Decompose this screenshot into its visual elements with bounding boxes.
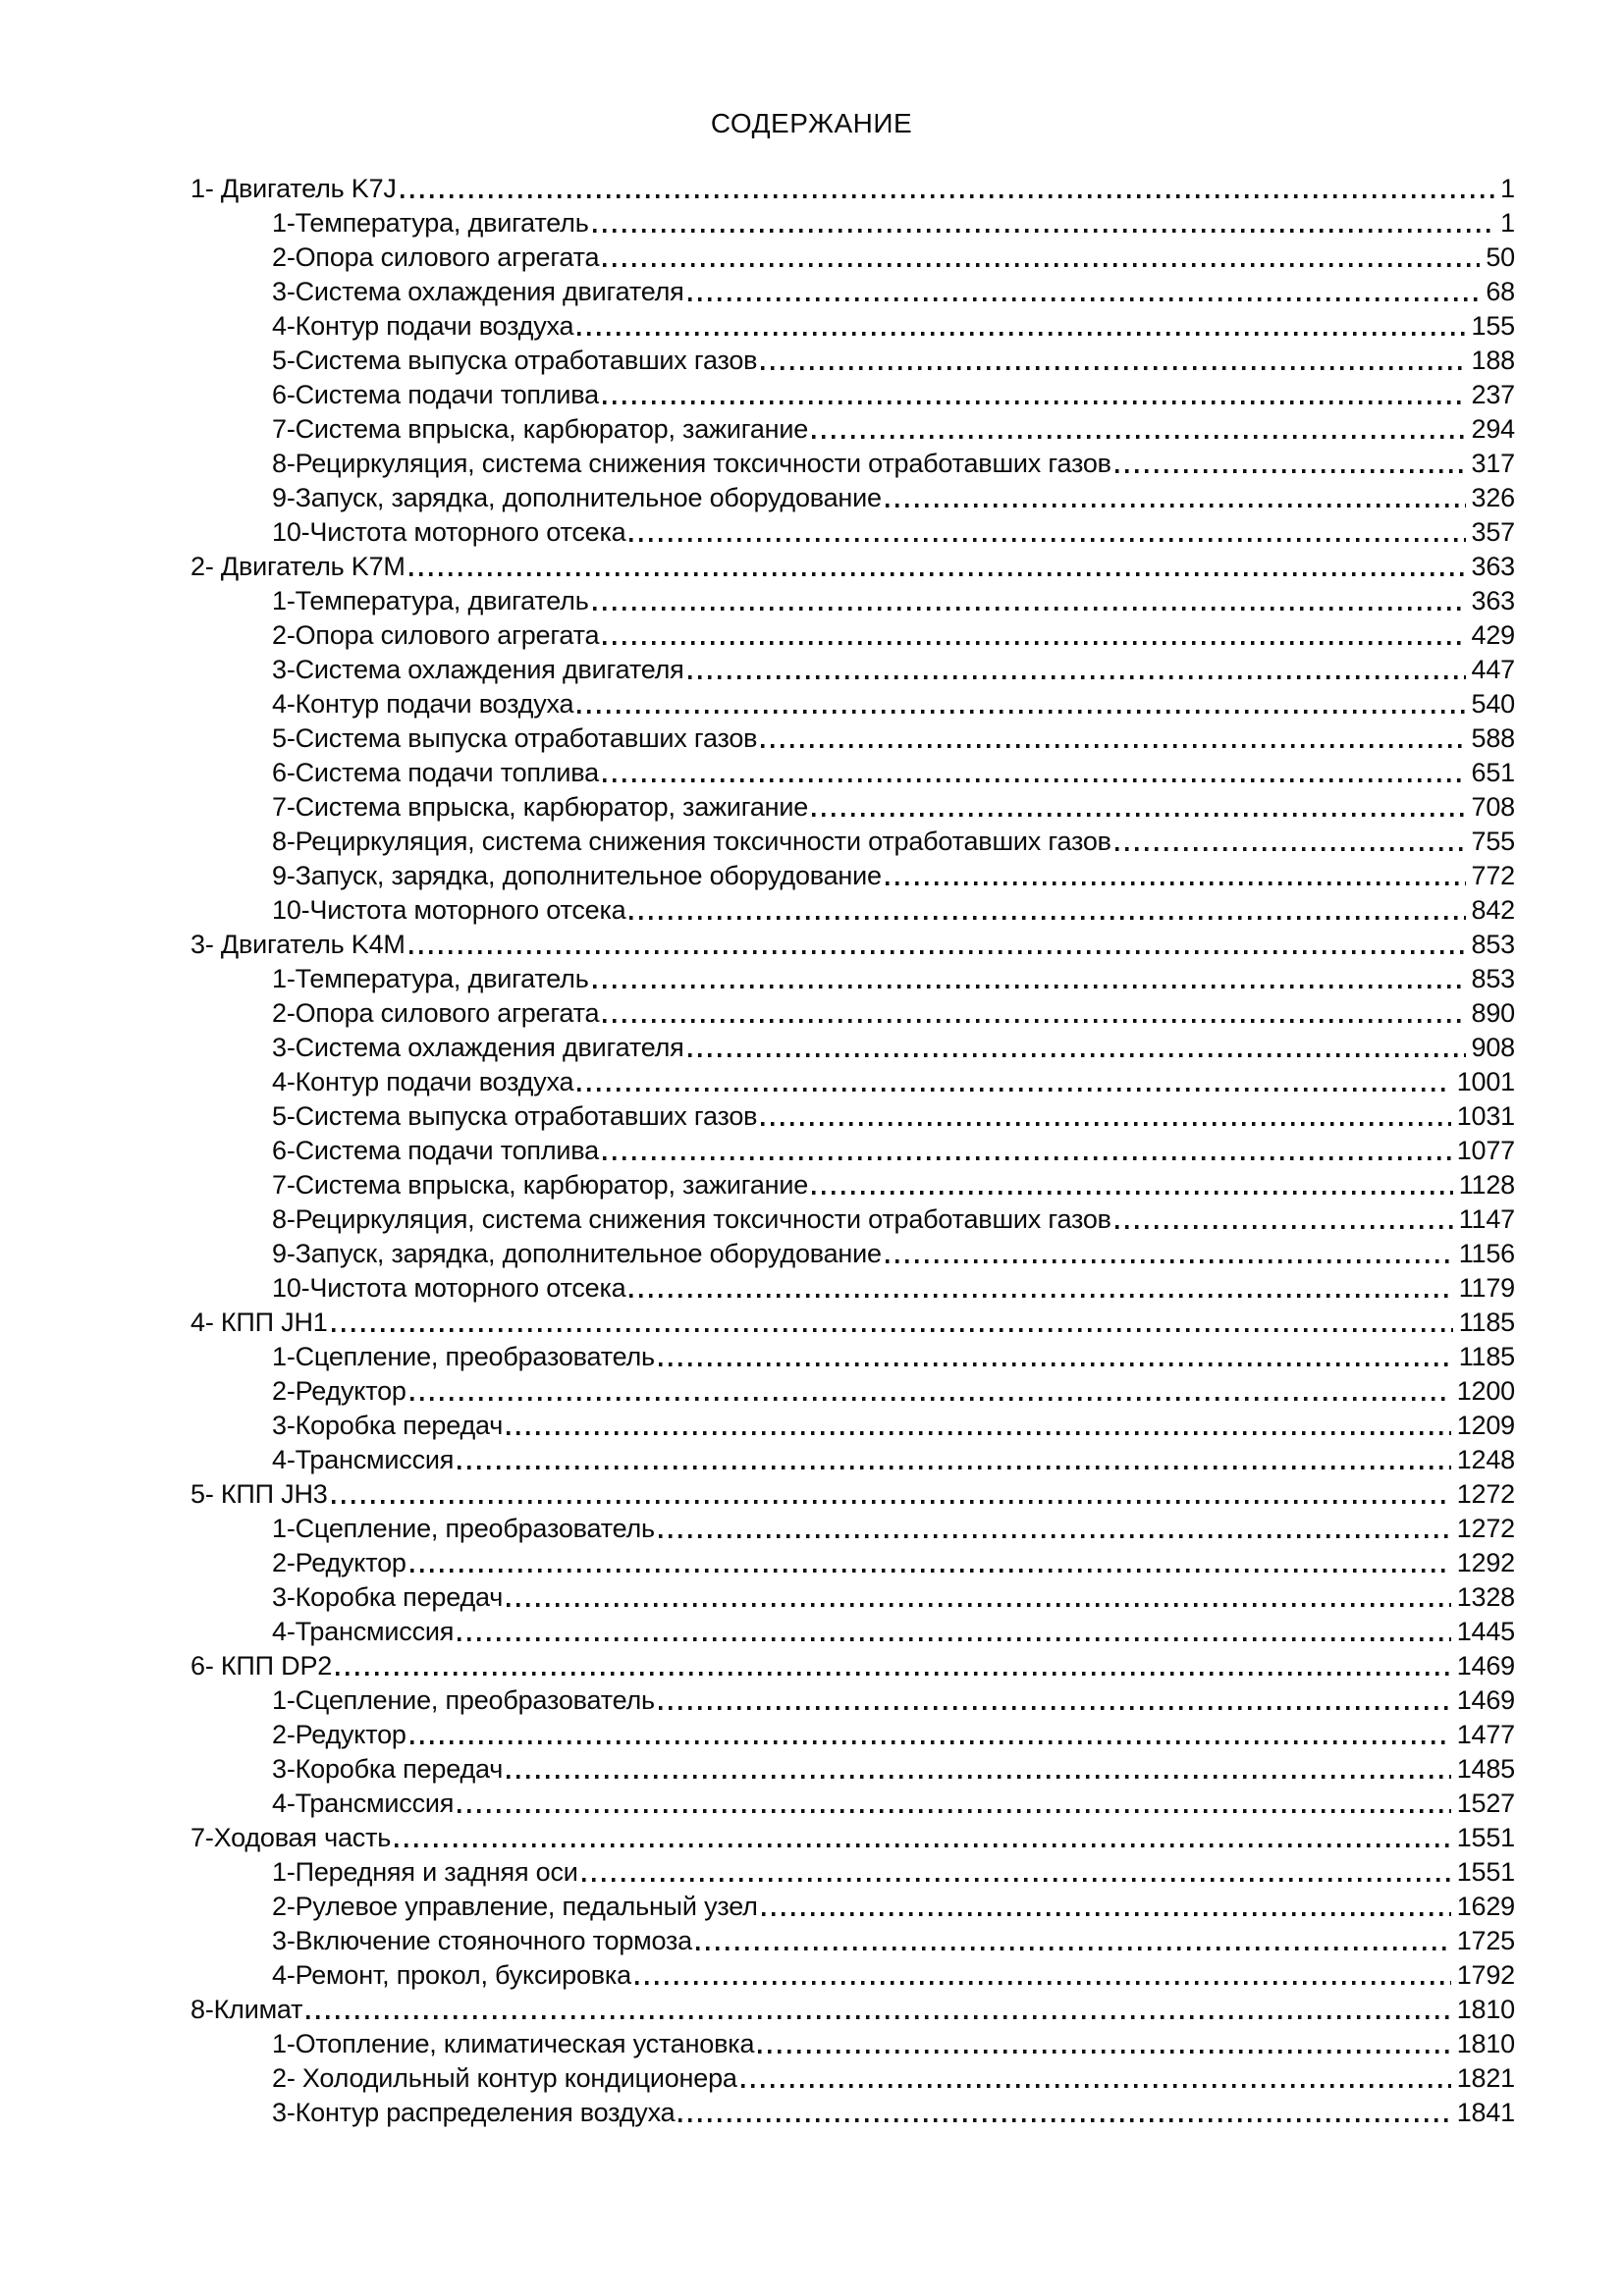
toc-entry-label: 2-Редуктор	[272, 1548, 406, 1577]
dot-leader	[603, 641, 1465, 645]
toc-item-row	[190, 1752, 1515, 1787]
page-number: 1551	[1456, 1857, 1515, 1887]
toc-entry-label: 1-Температура, двигатель	[272, 964, 589, 993]
toc-section-row	[190, 928, 1515, 962]
toc-item-row	[190, 1924, 1515, 1958]
toc-item-row	[190, 1202, 1515, 1237]
dot-leader	[410, 1569, 1451, 1573]
toc-item-row	[190, 2027, 1515, 2061]
page-number: 1328	[1456, 1582, 1515, 1612]
dot-leader	[761, 366, 1465, 370]
page-number: 1792	[1456, 1960, 1515, 1990]
dot-leader	[812, 435, 1465, 439]
page-number: 357	[1471, 517, 1515, 547]
page-number: 1248	[1456, 1445, 1515, 1474]
toc-item-row	[190, 893, 1515, 928]
toc-entry-label: 4-Ремонт, прокол, буксировка	[272, 1960, 631, 1990]
toc-item-row	[190, 825, 1515, 859]
dot-leader	[507, 1603, 1451, 1607]
dot-leader	[696, 1947, 1451, 1950]
toc-entry-label: 6-Система подачи топлива	[272, 1136, 599, 1165]
page-number: 708	[1471, 792, 1515, 822]
toc-entry-label: 2-Рулевое управление, педальный узел	[272, 1892, 758, 1921]
dot-leader	[886, 881, 1466, 885]
page-title: СОДЕРЖАНИЕ	[710, 108, 913, 138]
page-number: 1156	[1458, 1239, 1515, 1268]
dot-leader	[629, 1294, 1452, 1298]
toc-item-row	[190, 618, 1515, 653]
toc-item-row	[190, 721, 1515, 756]
dot-leader	[1115, 847, 1466, 851]
page-number: 363	[1471, 552, 1515, 581]
toc-entry-label: 2- Холодильный контур кондиционера	[272, 2063, 737, 2093]
toc-entry-label: 10-Чистота моторного отсека	[272, 517, 626, 547]
dot-leader	[688, 1053, 1466, 1057]
page-number: 1185	[1458, 1308, 1515, 1337]
toc-entry-label: 7-Ходовая часть	[190, 1823, 392, 1852]
dot-leader	[458, 1809, 1451, 1813]
page-number: 1527	[1456, 1789, 1515, 1818]
toc-item-row	[190, 996, 1515, 1031]
dot-leader	[577, 332, 1465, 336]
toc-item-row	[190, 687, 1515, 721]
toc-item-row	[190, 1134, 1515, 1168]
dot-leader	[582, 1878, 1451, 1882]
toc-item-row	[190, 1065, 1515, 1099]
toc-entry-label: 9-Запуск, зарядка, дополнительное оборудование	[272, 1239, 882, 1268]
toc-item-row	[190, 515, 1515, 550]
dot-leader	[603, 400, 1466, 404]
toc-item-row	[190, 790, 1515, 825]
toc-entry-label: 4-Контур подачи воздуха	[272, 311, 574, 341]
dot-leader	[507, 1431, 1451, 1435]
dot-leader	[603, 263, 1480, 267]
dot-leader	[577, 1088, 1450, 1092]
dot-leader	[410, 1397, 1451, 1401]
toc-entry-label: 1- Двигатель K7J	[190, 174, 397, 203]
page-number: 1031	[1456, 1101, 1515, 1131]
toc-entry-label: 8-Рециркуляция, система снижения токсичности отработавших газов	[272, 449, 1111, 478]
toc-entry-label: 6-Система подачи топлива	[272, 380, 599, 409]
toc-entry-label: 1-Отопление, климатическая установка	[272, 2029, 755, 2058]
page-number: 853	[1471, 930, 1515, 959]
toc-entry-label: 4-Контур подачи воздуха	[272, 1067, 574, 1096]
dot-leader	[401, 194, 1494, 198]
page-number: 1001	[1456, 1067, 1515, 1096]
page-number: 540	[1471, 689, 1515, 719]
toc-item-row	[190, 1340, 1515, 1374]
toc-item-row	[190, 1890, 1515, 1924]
toc-entry-label: 1-Сцепление, преобразователь	[272, 1514, 655, 1543]
dot-leader	[409, 572, 1466, 576]
toc-item-row	[190, 309, 1515, 344]
toc-entry-label: 2- Двигатель K7M	[190, 552, 406, 581]
toc-entry-label: 2-Опора силового агрегата	[272, 620, 600, 650]
toc-entry-label: 5- КПП JH3	[190, 1479, 328, 1509]
dot-leader	[1115, 469, 1466, 473]
toc-item-row	[190, 1409, 1515, 1443]
toc-entry-label: 7-Система впрыска, карбюратор, зажигание	[272, 792, 809, 822]
toc-entry-label: 8-Рециркуляция, система снижения токсичности отработавших газов	[272, 827, 1111, 856]
dot-leader	[812, 1191, 1453, 1195]
page-number: 1	[1500, 174, 1515, 203]
page-number: 853	[1471, 964, 1515, 993]
dot-leader	[410, 1740, 1451, 1744]
toc-entry-label: 2-Опора силового агрегата	[272, 242, 600, 272]
toc-item-row	[190, 653, 1515, 687]
page-number: 1200	[1456, 1376, 1515, 1406]
dot-leader	[603, 778, 1466, 782]
page-number: 772	[1471, 861, 1515, 890]
page-number: 1551	[1456, 1823, 1515, 1852]
dot-leader	[336, 1672, 1451, 1676]
page-number: 1179	[1458, 1273, 1515, 1303]
toc-entry-label: 3-Система охлаждения двигателя	[272, 655, 684, 684]
toc-entry-label: 8-Рециркуляция, система снижения токсичности отработавших газов	[272, 1204, 1111, 1234]
toc-entry-label: 1-Сцепление, преобразователь	[272, 1685, 655, 1715]
page-number: 429	[1471, 620, 1515, 650]
dot-leader	[1115, 1225, 1453, 1229]
toc-entry-label: 10-Чистота моторного отсека	[272, 895, 626, 925]
toc-section-row	[190, 1477, 1515, 1512]
page-number: 188	[1471, 346, 1515, 375]
toc-item-row	[190, 756, 1515, 790]
toc-section-row	[190, 1649, 1515, 1683]
dot-leader	[659, 1534, 1451, 1538]
page-number: 237	[1471, 380, 1515, 409]
dot-leader	[507, 1775, 1451, 1779]
toc-item-row	[190, 1237, 1515, 1271]
dot-leader	[458, 1637, 1451, 1641]
toc-item-row	[190, 1546, 1515, 1580]
toc-entry-label: 3-Коробка передач	[272, 1754, 504, 1784]
dot-leader	[758, 2050, 1450, 2054]
dot-leader	[603, 1019, 1465, 1023]
page-number: 1469	[1456, 1685, 1515, 1715]
toc-list	[190, 172, 1515, 2130]
page-number: 588	[1471, 723, 1515, 753]
toc-entry-label: 4- КПП JH1	[190, 1308, 328, 1337]
page-number: 1292	[1456, 1548, 1515, 1577]
page-number: 890	[1471, 998, 1515, 1028]
toc-entry-label: 5-Система выпуска отработавших газов	[272, 346, 758, 375]
toc-entry-label: 1-Температура, двигатель	[272, 586, 589, 615]
toc-item-row	[190, 1855, 1515, 1890]
toc-entry-label: 3-Система охлаждения двигателя	[272, 277, 684, 306]
page-number: 363	[1471, 586, 1515, 615]
dot-leader	[409, 950, 1466, 954]
dot-leader	[688, 297, 1481, 301]
page-number: 1445	[1456, 1617, 1515, 1646]
toc-entry-label: 5-Система выпуска отработавших газов	[272, 723, 758, 753]
toc-entry-label: 6- КПП DP2	[190, 1651, 333, 1681]
toc-item-row	[190, 1615, 1515, 1649]
toc-item-row	[190, 1787, 1515, 1821]
toc-entry-label: 1-Температура, двигатель	[272, 208, 589, 238]
toc-section-row	[190, 172, 1515, 206]
toc-section-row	[190, 1993, 1515, 2027]
toc-entry-label: 4-Трансмиссия	[272, 1617, 455, 1646]
toc-entry-label: 1-Сцепление, преобразователь	[272, 1342, 655, 1371]
toc-item-row	[190, 378, 1515, 412]
dot-leader	[395, 1843, 1451, 1847]
toc-item-row	[190, 481, 1515, 515]
dot-leader	[761, 1122, 1450, 1126]
toc-item-row	[190, 206, 1515, 240]
toc-item-row	[190, 584, 1515, 618]
toc-item-row	[190, 1683, 1515, 1718]
page-number: 155	[1471, 311, 1515, 341]
page-number: 1841	[1456, 2098, 1515, 2127]
toc-entry-label: 4-Трансмиссия	[272, 1445, 455, 1474]
toc-entry-label: 8-Климат	[190, 1995, 303, 2024]
dot-leader	[593, 229, 1495, 233]
toc-entry-label: 9-Запуск, зарядка, дополнительное оборудование	[272, 483, 882, 512]
toc-item-row	[190, 1718, 1515, 1752]
dot-leader	[458, 1466, 1451, 1469]
dot-leader	[659, 1706, 1451, 1710]
toc-entry-label: 3- Двигатель K4M	[190, 930, 406, 959]
toc-item-row	[190, 2096, 1515, 2130]
page-number: 1821	[1456, 2063, 1515, 2093]
toc-item-row	[190, 1443, 1515, 1477]
toc-entry-label: 3-Включение стояночного тормоза	[272, 1926, 693, 1955]
page-number: 1477	[1456, 1720, 1515, 1749]
toc-item-row	[190, 412, 1515, 447]
dot-leader	[741, 2084, 1451, 2088]
page-number: 1272	[1456, 1479, 1515, 1509]
page-number: 68	[1486, 277, 1515, 306]
dot-leader	[635, 1981, 1451, 1985]
page-number: 1810	[1456, 1995, 1515, 2024]
dot-leader	[332, 1500, 1451, 1504]
toc-item-row	[190, 1168, 1515, 1202]
page-number: 1629	[1456, 1892, 1515, 1921]
toc-entry-label: 7-Система впрыска, карбюратор, зажигание	[272, 414, 809, 444]
toc-item-row	[190, 344, 1515, 378]
dot-leader	[593, 985, 1466, 988]
toc-item-row	[190, 1271, 1515, 1306]
toc-entry-label: 4-Трансмиссия	[272, 1789, 455, 1818]
page-number: 1077	[1456, 1136, 1515, 1165]
dot-leader	[688, 675, 1466, 679]
dot-leader	[659, 1362, 1453, 1366]
page-number: 50	[1486, 242, 1515, 272]
toc-entry-label: 1-Передняя и задняя оси	[272, 1857, 578, 1887]
toc-section-row	[190, 1306, 1515, 1340]
toc-entry-label: 7-Система впрыска, карбюратор, зажигание	[272, 1170, 809, 1200]
page-number: 447	[1471, 655, 1515, 684]
toc-entry-label: 3-Коробка передач	[272, 1582, 504, 1612]
dot-leader	[593, 607, 1466, 611]
page-number: 1485	[1456, 1754, 1515, 1784]
dot-leader	[678, 2118, 1450, 2122]
dot-leader	[629, 538, 1465, 542]
toc-entry-label: 2-Редуктор	[272, 1720, 406, 1749]
page-number: 842	[1471, 895, 1515, 925]
dot-leader	[812, 813, 1465, 817]
page-number: 1272	[1456, 1514, 1515, 1543]
toc-item-row	[190, 275, 1515, 309]
page-number: 1128	[1458, 1170, 1515, 1200]
toc-item-row	[190, 1512, 1515, 1546]
dot-leader	[306, 2015, 1450, 2019]
page-number: 1	[1500, 208, 1515, 238]
toc-entry-label: 6-Система подачи топлива	[272, 758, 599, 787]
dot-leader	[762, 1912, 1451, 1916]
page-number: 1810	[1456, 2029, 1515, 2058]
toc-item-row	[190, 962, 1515, 996]
toc-entry-label: 3-Система охлаждения двигателя	[272, 1033, 684, 1062]
toc-item-row	[190, 859, 1515, 893]
toc-item-row	[190, 1031, 1515, 1065]
page-number: 294	[1471, 414, 1515, 444]
toc-entry-label: 5-Система выпуска отработавших газов	[272, 1101, 758, 1131]
dot-leader	[577, 710, 1465, 714]
toc-item-row	[190, 1958, 1515, 1993]
page-number: 755	[1471, 827, 1515, 856]
toc-item-row	[190, 240, 1515, 275]
toc-entry-label: 2-Редуктор	[272, 1376, 406, 1406]
dot-leader	[629, 916, 1465, 920]
toc-item-row	[190, 1374, 1515, 1409]
toc-item-row	[190, 1099, 1515, 1134]
dot-leader	[603, 1156, 1451, 1160]
toc-entry-label: 10-Чистота моторного отсека	[272, 1273, 626, 1303]
toc-entry-label: 3-Контур распределения воздуха	[272, 2098, 676, 2127]
page-number: 1209	[1456, 1411, 1515, 1440]
page-number: 1185	[1458, 1342, 1515, 1371]
page-number: 1147	[1458, 1204, 1515, 1234]
dot-leader	[886, 1259, 1453, 1263]
page-number: 317	[1471, 449, 1515, 478]
toc-entry-label: 3-Коробка передач	[272, 1411, 504, 1440]
page-number: 1725	[1456, 1926, 1515, 1955]
page-number: 326	[1471, 483, 1515, 512]
toc-section-row	[190, 1821, 1515, 1855]
toc-section-row	[190, 550, 1515, 584]
toc-entry-label: 9-Запуск, зарядка, дополнительное оборудование	[272, 861, 882, 890]
page-number: 908	[1471, 1033, 1515, 1062]
dot-leader	[761, 744, 1465, 748]
toc-entry-label: 4-Контур подачи воздуха	[272, 689, 574, 719]
dot-leader	[332, 1328, 1453, 1332]
toc-entry-label: 2-Опора силового агрегата	[272, 998, 600, 1028]
dot-leader	[886, 504, 1466, 507]
page-number: 651	[1471, 758, 1515, 787]
page-number: 1469	[1456, 1651, 1515, 1681]
toc-item-row	[190, 2061, 1515, 2096]
toc-item-row	[190, 1580, 1515, 1615]
toc-item-row	[190, 447, 1515, 481]
